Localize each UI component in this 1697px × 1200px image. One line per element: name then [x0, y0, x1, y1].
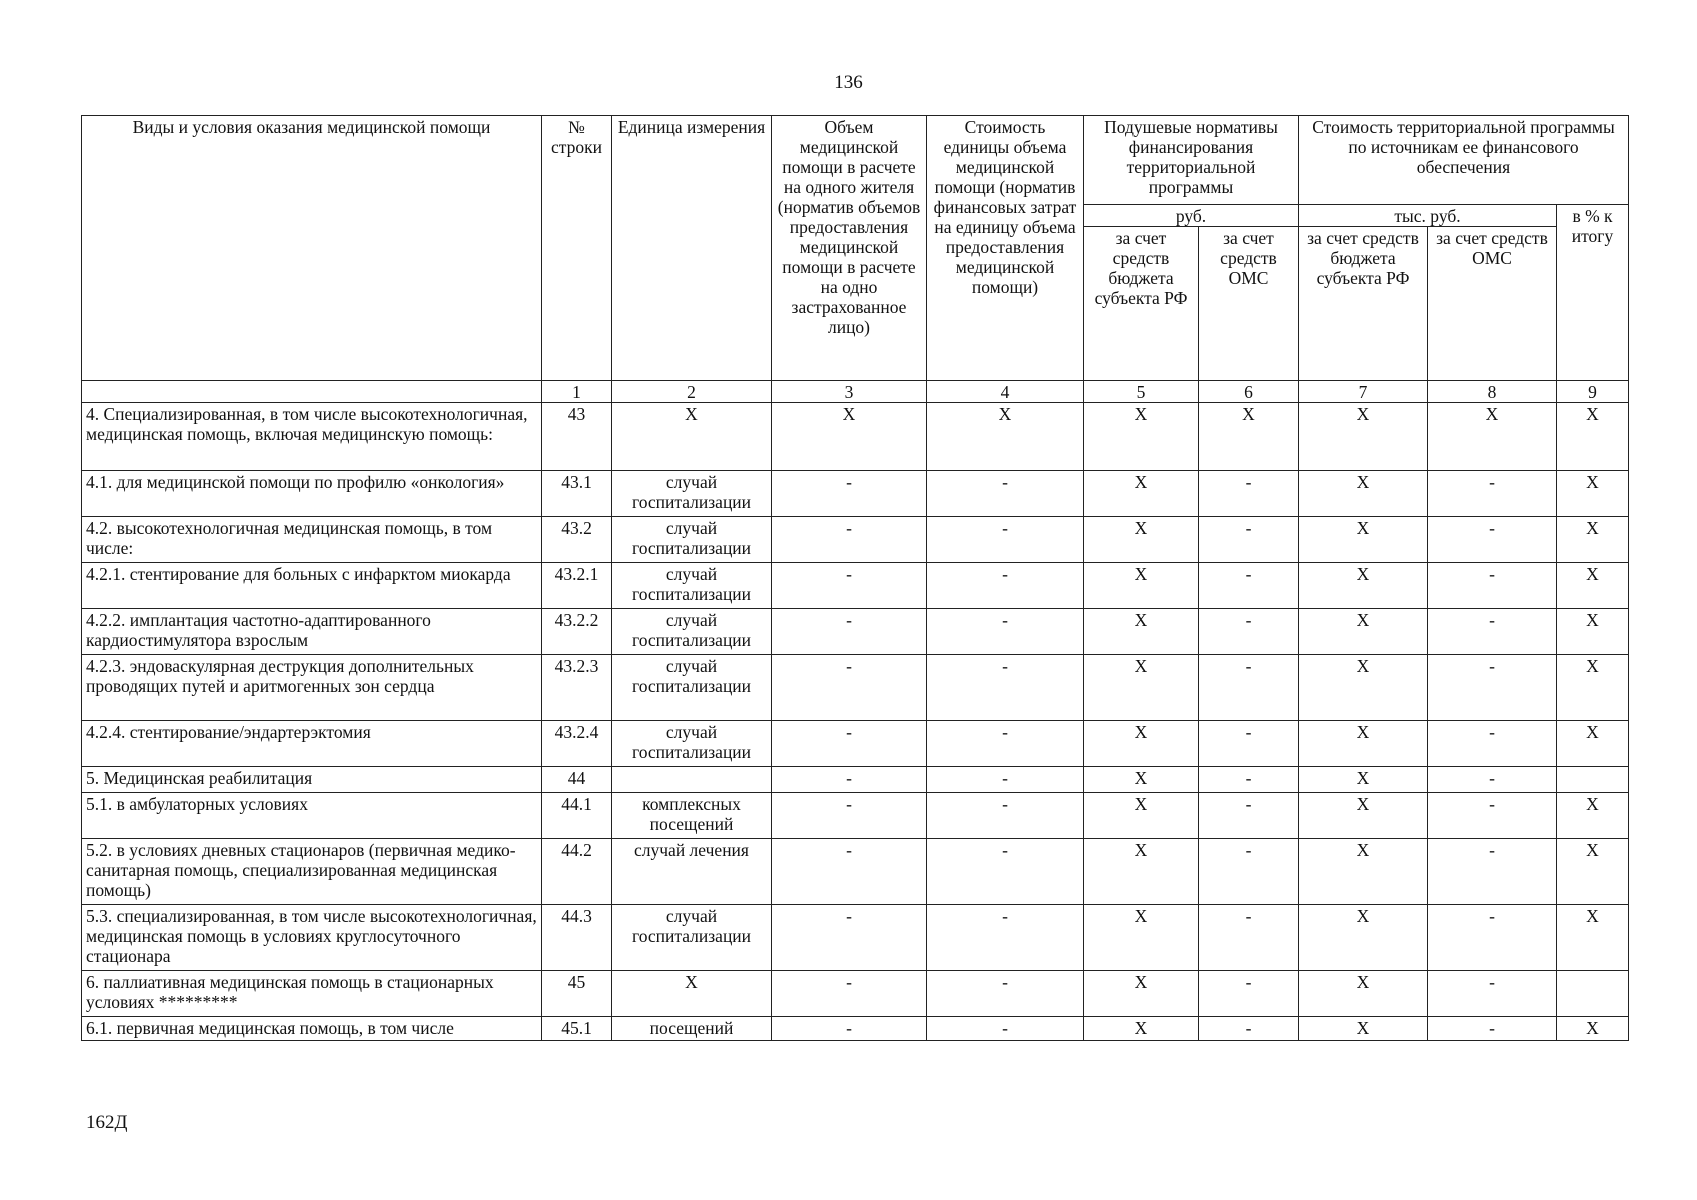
row-volume: - [772, 655, 927, 721]
header-row-no: № строки [542, 116, 612, 381]
row-pct-total: Х [1557, 839, 1629, 905]
row-percapita-budget: Х [1084, 767, 1199, 793]
row-percapita-oms: - [1199, 793, 1299, 839]
row-territorial-oms: - [1428, 971, 1557, 1017]
row-territorial-budget: Х [1299, 971, 1428, 1017]
row-pct-total: Х [1557, 655, 1629, 721]
column-number: 8 [1428, 381, 1557, 403]
row-name: 6.1. первичная медицинская помощь, в том числе [82, 1017, 542, 1041]
row-number: 44.1 [542, 793, 612, 839]
row-territorial-oms: - [1428, 793, 1557, 839]
column-number: 4 [927, 381, 1084, 403]
table-row [82, 905, 1629, 971]
row-number: 45 [542, 971, 612, 1017]
row-pct-total [1557, 767, 1629, 793]
row-number: 44.3 [542, 905, 612, 971]
row-pct-total [1557, 971, 1629, 1017]
header-percapita: Подушевые нормативы финансирования территориальной программы [1084, 116, 1299, 205]
row-unit: случай лечения [612, 839, 772, 905]
row-percapita-oms: - [1199, 839, 1299, 905]
header-budget-rf-2: за счет средств бюджета субъекта РФ [1299, 227, 1428, 381]
row-name: 4.2. высокотехнологичная медицинская помощь, в том числе: [82, 517, 542, 563]
row-name: 5.2. в условиях дневных стационаров (первичная медико-санитарная помощь, специализированная медицинская помощь) [82, 839, 542, 905]
row-percapita-oms: - [1199, 609, 1299, 655]
header-territorial: Стоимость территориальной программы по источникам ее финансового обеспечения [1299, 116, 1629, 205]
row-volume: - [772, 905, 927, 971]
row-cost: Х [927, 403, 1084, 471]
row-number: 43.2.2 [542, 609, 612, 655]
row-territorial-oms: - [1428, 839, 1557, 905]
row-volume: - [772, 563, 927, 609]
row-territorial-budget: Х [1299, 1017, 1428, 1041]
column-number: 6 [1199, 381, 1299, 403]
row-percapita-budget: Х [1084, 971, 1199, 1017]
row-territorial-budget: Х [1299, 471, 1428, 517]
row-percapita-oms: - [1199, 721, 1299, 767]
row-volume: - [772, 1017, 927, 1041]
table-row [82, 1017, 1629, 1041]
table-row [82, 793, 1629, 839]
row-territorial-budget: Х [1299, 403, 1428, 471]
row-cost: - [927, 905, 1084, 971]
row-unit: случай госпитализации [612, 655, 772, 721]
table-row [82, 609, 1629, 655]
row-cost: - [927, 721, 1084, 767]
row-name: 4.1. для медицинской помощи по профилю «онкология» [82, 471, 542, 517]
row-unit: случай госпитализации [612, 721, 772, 767]
row-number: 43.2 [542, 517, 612, 563]
row-unit: случай госпитализации [612, 905, 772, 971]
table-row [82, 517, 1629, 563]
table-row [82, 839, 1629, 905]
row-cost: - [927, 471, 1084, 517]
row-percapita-budget: Х [1084, 655, 1199, 721]
row-name: 6. паллиативная медицинская помощь в стационарных условиях ********* [82, 971, 542, 1017]
row-pct-total: Х [1557, 1017, 1629, 1041]
document-code: 162Д [86, 1112, 128, 1133]
row-percapita-budget: Х [1084, 905, 1199, 971]
header-volume: Объем медицинской помощи в расчете на одного жителя (норматив объемов предоставления медицинской помощи в расчете на одно застрахованное лицо) [772, 116, 927, 381]
row-cost: - [927, 517, 1084, 563]
column-number: 9 [1557, 381, 1629, 403]
row-territorial-budget: Х [1299, 609, 1428, 655]
row-percapita-budget: Х [1084, 1017, 1199, 1041]
row-number: 43.1 [542, 471, 612, 517]
table-row [82, 971, 1629, 1017]
row-territorial-budget: Х [1299, 793, 1428, 839]
row-pct-total: Х [1557, 721, 1629, 767]
row-name: 4.2.2. имплантация частотно-адаптированного кардиостимулятора взрослым [82, 609, 542, 655]
table-row [82, 471, 1629, 517]
row-unit: случай госпитализации [612, 471, 772, 517]
table-row [82, 767, 1629, 793]
row-volume: - [772, 471, 927, 517]
row-territorial-oms: Х [1428, 403, 1557, 471]
row-percapita-oms: - [1199, 905, 1299, 971]
row-name: 5.1. в амбулаторных условиях [82, 793, 542, 839]
column-number-empty [82, 381, 542, 403]
row-territorial-oms: - [1428, 767, 1557, 793]
row-number: 45.1 [542, 1017, 612, 1041]
row-territorial-oms: - [1428, 563, 1557, 609]
header-oms: за счет средств ОМС [1199, 227, 1299, 381]
row-percapita-oms: - [1199, 767, 1299, 793]
row-percapita-budget: Х [1084, 471, 1199, 517]
row-territorial-budget: Х [1299, 905, 1428, 971]
row-volume: - [772, 767, 927, 793]
row-cost: - [927, 609, 1084, 655]
row-percapita-oms: - [1199, 655, 1299, 721]
row-territorial-budget: Х [1299, 721, 1428, 767]
row-territorial-budget: Х [1299, 563, 1428, 609]
row-pct-total: Х [1557, 471, 1629, 517]
row-cost: - [927, 839, 1084, 905]
row-territorial-budget: Х [1299, 517, 1428, 563]
column-number: 5 [1084, 381, 1199, 403]
header-oms-2: за счет средств ОМС [1428, 227, 1557, 381]
row-cost: - [927, 767, 1084, 793]
row-percapita-budget: Х [1084, 517, 1199, 563]
row-territorial-oms: - [1428, 1017, 1557, 1041]
table-row [82, 721, 1629, 767]
column-number: 1 [542, 381, 612, 403]
row-pct-total: Х [1557, 905, 1629, 971]
header-type: Виды и условия оказания медицинской помощи [82, 116, 542, 381]
row-cost: - [927, 655, 1084, 721]
row-unit: случай госпитализации [612, 563, 772, 609]
row-number: 43 [542, 403, 612, 471]
row-volume: - [772, 839, 927, 905]
row-number: 43.2.4 [542, 721, 612, 767]
table-row [82, 563, 1629, 609]
row-territorial-budget: Х [1299, 839, 1428, 905]
row-percapita-oms: - [1199, 471, 1299, 517]
row-pct-total: Х [1557, 517, 1629, 563]
row-territorial-oms: - [1428, 609, 1557, 655]
row-volume: - [772, 609, 927, 655]
row-unit: комплексных посещений [612, 793, 772, 839]
table-row [82, 403, 1629, 471]
row-cost: - [927, 563, 1084, 609]
row-percapita-budget: Х [1084, 563, 1199, 609]
row-name: 4.2.4. стентирование/эндартерэктомия [82, 721, 542, 767]
header-budget-rf: за счет средств бюджета субъекта РФ [1084, 227, 1199, 381]
row-unit: случай госпитализации [612, 609, 772, 655]
row-number: 44.2 [542, 839, 612, 905]
row-volume: - [772, 517, 927, 563]
row-pct-total: Х [1557, 403, 1629, 471]
row-volume: - [772, 721, 927, 767]
row-cost: - [927, 1017, 1084, 1041]
row-percapita-oms: - [1199, 971, 1299, 1017]
column-number: 3 [772, 381, 927, 403]
row-percapita-oms: - [1199, 1017, 1299, 1041]
row-name: 4. Специализированная, в том числе высокотехнологичная, медицинская помощь, включая медицинскую помощь: [82, 403, 542, 471]
header-pct-total: в % к итогу [1557, 205, 1629, 381]
row-percapita-budget: Х [1084, 609, 1199, 655]
row-pct-total: Х [1557, 609, 1629, 655]
column-number: 7 [1299, 381, 1428, 403]
row-percapita-budget: Х [1084, 793, 1199, 839]
row-percapita-oms: - [1199, 563, 1299, 609]
row-number: 43.2.1 [542, 563, 612, 609]
program-cost-table [81, 115, 1629, 1041]
row-unit [612, 767, 772, 793]
row-percapita-budget: Х [1084, 721, 1199, 767]
row-territorial-budget: Х [1299, 767, 1428, 793]
header-thous-rub: тыс. руб. [1299, 205, 1557, 227]
row-territorial-oms: - [1428, 721, 1557, 767]
row-pct-total: Х [1557, 793, 1629, 839]
row-unit: Х [612, 403, 772, 471]
row-percapita-oms: - [1199, 517, 1299, 563]
row-cost: - [927, 971, 1084, 1017]
page-number: 136 [834, 72, 863, 93]
row-cost: - [927, 793, 1084, 839]
row-percapita-budget: Х [1084, 403, 1199, 471]
row-name: 4.2.3. эндоваскулярная деструкция дополнительных проводящих путей и аритмогенных зон сердца [82, 655, 542, 721]
row-territorial-budget: Х [1299, 655, 1428, 721]
row-percapita-oms: Х [1199, 403, 1299, 471]
row-unit: Х [612, 971, 772, 1017]
row-pct-total: Х [1557, 563, 1629, 609]
row-number: 44 [542, 767, 612, 793]
header-cost: Стоимость единицы объема медицинской помощи (норматив финансовых затрат на единицу объема предоставления медицинской помощи) [927, 116, 1084, 381]
row-volume: Х [772, 403, 927, 471]
header-rub: руб. [1084, 205, 1299, 227]
row-unit: посещений [612, 1017, 772, 1041]
row-territorial-oms: - [1428, 471, 1557, 517]
column-numbers-row [82, 381, 1629, 403]
table-row [82, 655, 1629, 721]
row-name: 5.3. специализированная, в том числе высокотехнологичная, медицинская помощь в условиях круглосуточного стационара [82, 905, 542, 971]
row-unit: случай госпитализации [612, 517, 772, 563]
row-name: 5. Медицинская реабилитация [82, 767, 542, 793]
row-volume: - [772, 971, 927, 1017]
row-territorial-oms: - [1428, 655, 1557, 721]
row-name: 4.2.1. стентирование для больных с инфарктом миокарда [82, 563, 542, 609]
row-territorial-oms: - [1428, 905, 1557, 971]
row-territorial-oms: - [1428, 517, 1557, 563]
row-percapita-budget: Х [1084, 839, 1199, 905]
row-volume: - [772, 793, 927, 839]
column-number: 2 [612, 381, 772, 403]
row-number: 43.2.3 [542, 655, 612, 721]
header-unit: Единица измерения [612, 116, 772, 381]
